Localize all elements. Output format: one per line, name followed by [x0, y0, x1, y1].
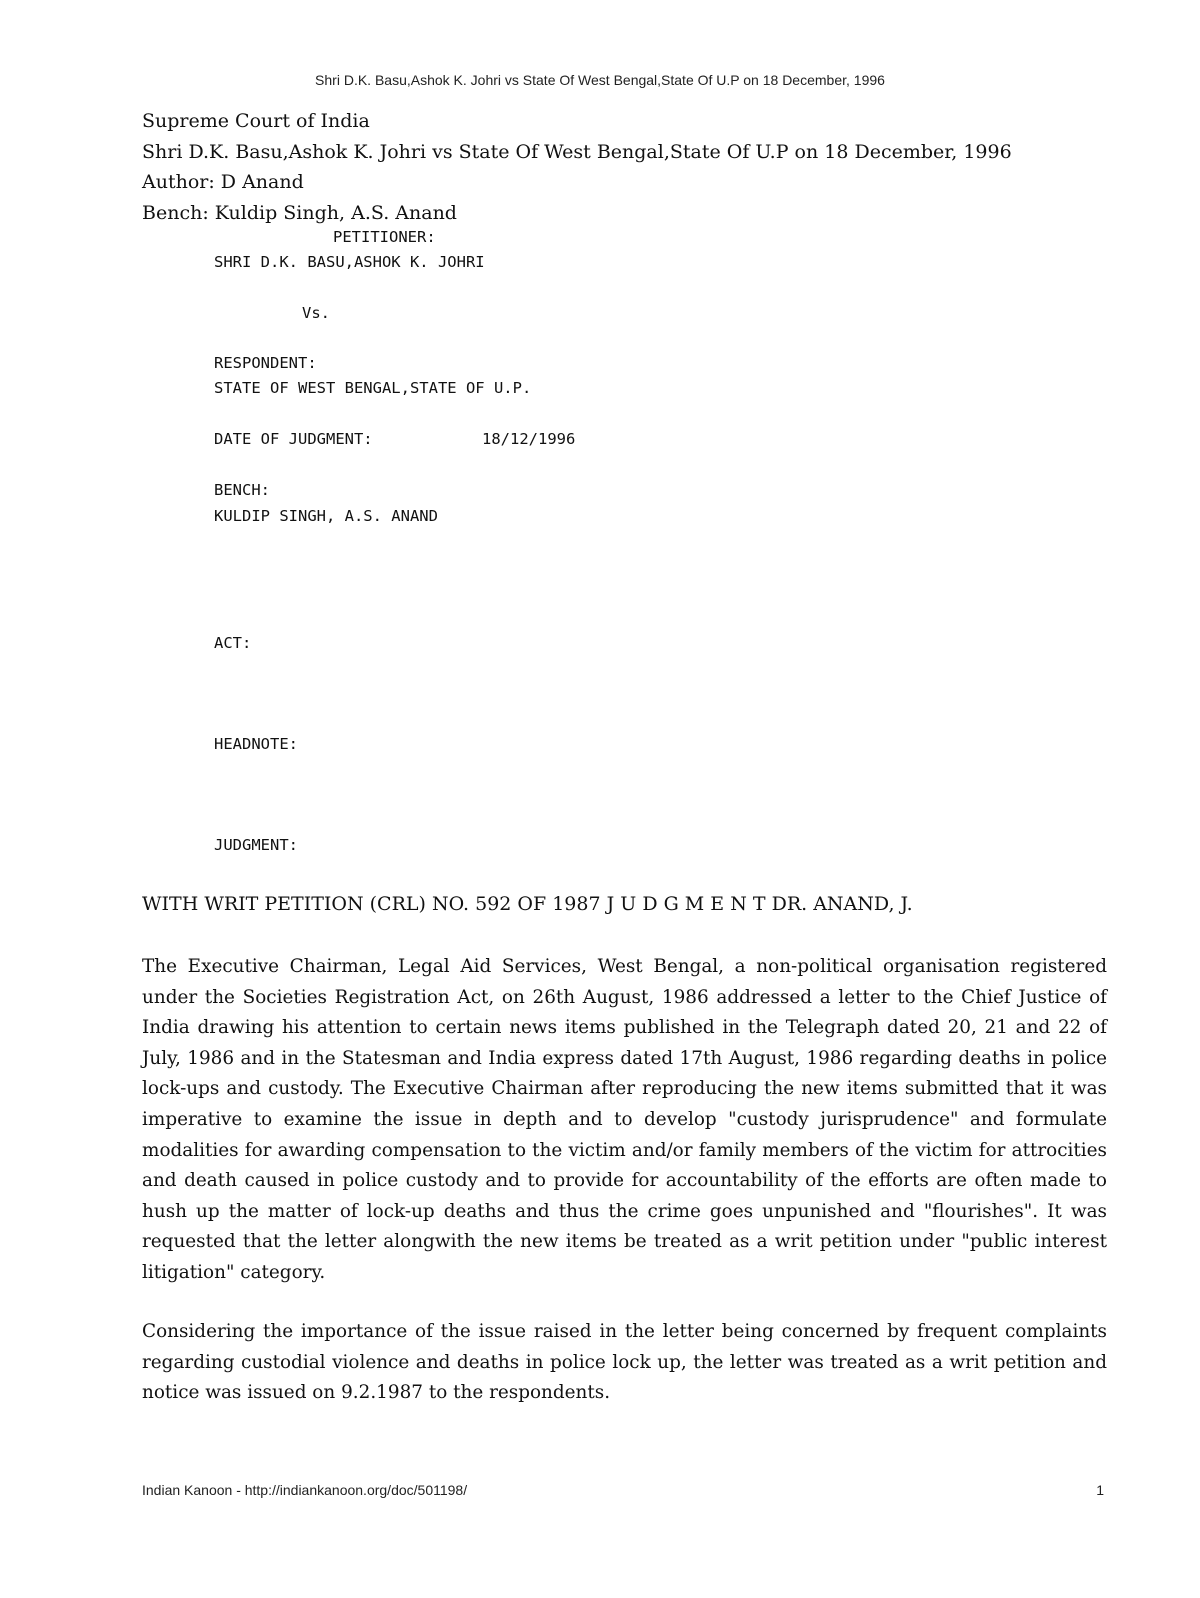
petitioner-name: SHRI D.K. BASU,ASHOK K. JOHRI: [214, 253, 485, 271]
bench-label: BENCH:: [214, 481, 270, 499]
act-label: ACT:: [214, 634, 252, 652]
case-metadata: [142, 106, 1012, 228]
page-number: 1: [1096, 1482, 1104, 1498]
case-title: Shri D.K. Basu,Ashok K. Johri vs State Of West Bengal,State Of U.P on 18 December, 1996: [142, 140, 1012, 163]
footer-source: Indian Kanoon - http://indiankanoon.org/doc/501198/: [142, 1482, 468, 1498]
respondent-label: RESPONDENT:: [214, 354, 317, 372]
versus-label: Vs.: [302, 304, 330, 322]
judgment-label: JUDGMENT:: [214, 836, 298, 854]
judgment-date-value: 18/12/1996: [482, 430, 576, 448]
author-line: Author: D Anand: [142, 171, 304, 193]
bench-line: Bench: Kuldip Singh, A.S. Anand: [142, 201, 457, 224]
judgment-date-label: DATE OF JUDGMENT:: [214, 430, 373, 448]
headnote-label: HEADNOTE:: [214, 735, 298, 753]
bench-names: KULDIP SINGH, A.S. ANAND: [214, 507, 438, 525]
paragraph-2: Considering the importance of the issue raised in the letter being concerned by frequent complaints regarding custodial violence and deaths in police lock up, the letter was treated as a writ petition and notice was issued on 9.2.1987 to the respondents.: [142, 1321, 1107, 1404]
petitioner-label: PETITIONER:: [333, 228, 436, 246]
court-name: Supreme Court of India: [142, 110, 370, 132]
paragraph-1: The Executive Chairman, Legal Aid Services, West Bengal, a non-political organisation registered under the Societies Registration Act, on 26th August, 1986 addressed a letter to the Chief Justice of India drawing his attention to certain news items published in the Telegraph dated 20, 21 and 22 of July, 1986 and in the Statesman and India express dated 17th August, 1986 regarding deaths in police lock-ups and custody. The Executive Chairman after reproducing the new items submitted that it was imperative to examine the issue in depth and to develop "custody jurisprudence" and formulate modalities for awarding compensation to the victim and/or family members of the victim for attrocities and death caused in police custody and to provide for accountability of the efforts are often made to hush up the matter of lock-up deaths and thus the crime goes unpunished and "flourishes". It was requested that the letter alongwith the new items be treated as a writ petition under "public interest litigation" category.: [142, 956, 1107, 1283]
respondent-name: STATE OF WEST BENGAL,STATE OF U.P.: [214, 379, 532, 397]
running-header: Shri D.K. Basu,Ashok K. Johri vs State Of West Bengal,State Of U.P on 18 December, 1996: [315, 72, 885, 88]
judgment-heading: WITH WRIT PETITION (CRL) NO. 592 OF 1987 J U D G M E N T DR. ANAND, J.: [142, 893, 913, 915]
